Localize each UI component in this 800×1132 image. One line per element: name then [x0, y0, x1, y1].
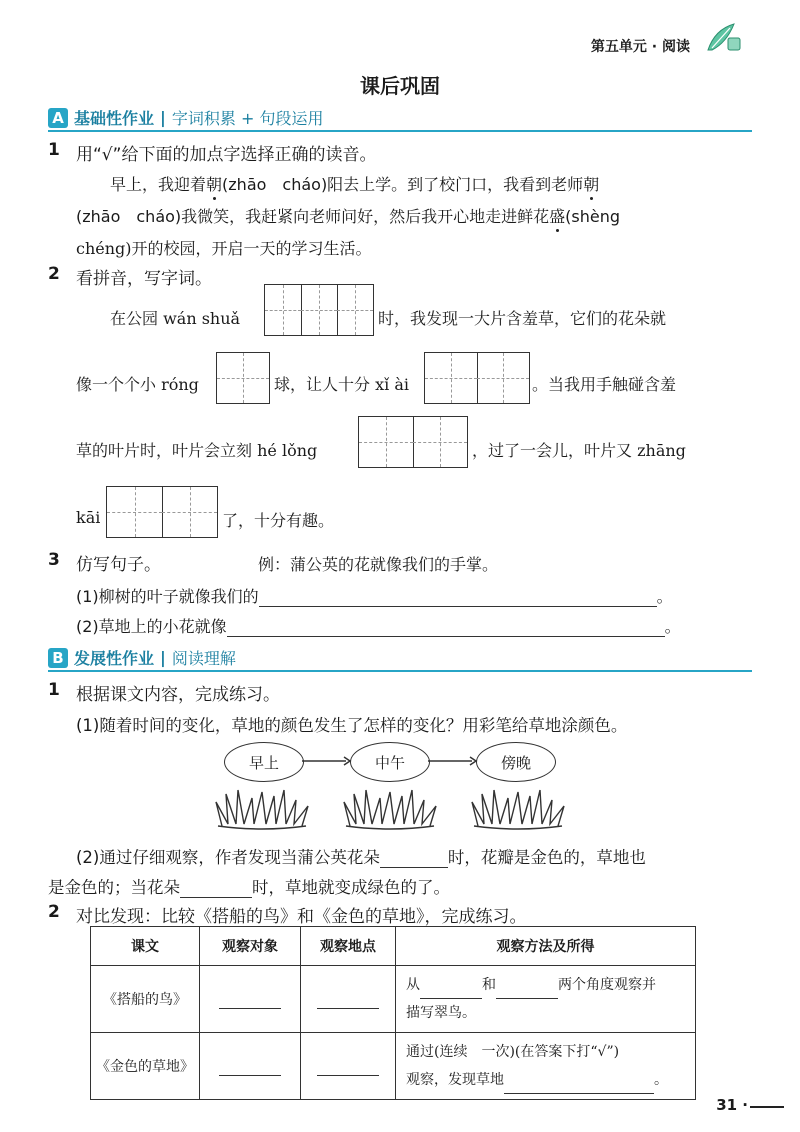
b1-prompt: 根据课文内容，完成练习。: [76, 685, 280, 705]
q1-line-2: [76, 204, 620, 227]
table-header-row: [91, 927, 696, 966]
section-divider: |: [160, 108, 166, 127]
time-oval-morning: 早上: [224, 742, 304, 782]
page-number: 31 ·: [716, 1096, 748, 1114]
section-a-rule: [48, 130, 752, 132]
table-row: [91, 1033, 696, 1100]
section-b-badge: B: [48, 648, 68, 668]
dotted-char: 盛: [549, 207, 566, 226]
q2-text: 球，让人十分 xǐ ài: [274, 375, 409, 394]
q1-number: 1: [48, 140, 60, 160]
cell-text: 通过(连续 一次)(在答案下打“√”): [406, 1044, 620, 1060]
section-b-title: 发展性作业: [74, 649, 155, 668]
time-oval-evening: 傍晚: [476, 742, 556, 782]
b1-text: (2)通过仔细观察，作者发现当蒲公英花朵: [76, 848, 380, 867]
q3-prompt: 仿写句子。: [76, 555, 161, 575]
cell-text: 描写翠鸟。: [406, 1005, 476, 1021]
q1-text: (shèng: [565, 207, 621, 226]
b1-text: 是金色的；当花朵: [48, 878, 180, 897]
grass-icon[interactable]: [212, 786, 312, 830]
q1-text: 早上，我迎着: [110, 175, 207, 194]
col-header: 观察地点: [301, 927, 396, 966]
q2-text: 草的叶片时，叶片会立刻 hé lǒng: [76, 441, 318, 460]
writing-grid-2[interactable]: [106, 486, 218, 538]
q2-number: 2: [48, 264, 60, 284]
cell-text: 和: [482, 977, 496, 993]
answer-cell[interactable]: [200, 966, 301, 1033]
answer-blank[interactable]: [504, 1075, 654, 1094]
b1-part1: (1)随着时间的变化，草地的颜色发生了怎样的变化？用彩笔给草地涂颜色。: [76, 716, 628, 735]
section-a-header: [48, 106, 323, 129]
q2-text: ，过了一会儿，叶片又 zhāng: [472, 441, 686, 460]
q2-text: 像一个个小 róng: [76, 375, 199, 394]
section-b-rule: [48, 670, 752, 672]
answer-blank[interactable]: [219, 990, 281, 1009]
answer-cell[interactable]: [200, 1033, 301, 1100]
page-number-rule: [750, 1106, 784, 1108]
feather-book-icon: [704, 20, 742, 54]
writing-grid-1[interactable]: [216, 352, 270, 404]
section-divider: |: [160, 648, 166, 667]
period: 。: [656, 587, 673, 606]
time-oval-noon: 中午: [350, 742, 430, 782]
section-a-subtitle: 字词积累 + 句段运用: [171, 109, 324, 128]
period: 。: [664, 617, 681, 636]
q2-prompt: 看拼音，写字词。: [76, 269, 212, 289]
method-cell: [396, 966, 696, 1033]
col-header: 课文: [91, 927, 200, 966]
text-title: 《金色的草地》: [91, 1033, 200, 1100]
q3-text: (2)草地上的小花就像: [76, 617, 227, 636]
dotted-char: 朝: [206, 175, 223, 194]
q3-example: 例：蒲公英的花就像我们的手掌。: [258, 555, 499, 574]
b1-number: 1: [48, 680, 60, 700]
answer-blank[interactable]: [496, 980, 558, 999]
b1-text: 时，草地就变成绿色的了。: [252, 878, 450, 897]
q3-number: 3: [48, 550, 60, 570]
text-title: 《搭船的鸟》: [91, 966, 200, 1033]
q1-text: (zhāo cháo)我微笑，我赶紧向老师问好，然后我开心地走进鲜花: [76, 207, 550, 226]
writing-grid-2[interactable]: [358, 416, 468, 468]
table-row: [91, 966, 696, 1033]
q2-text: 在公园 wán shuǎ: [110, 309, 241, 328]
q2-text: 了，十分有趣。: [222, 511, 335, 530]
arrow-icon: [300, 754, 352, 768]
answer-blank[interactable]: [180, 879, 252, 898]
b1-part2: [76, 844, 646, 868]
b2-prompt: 对比发现：比较《搭船的鸟》和《金色的草地》，完成练习。: [76, 907, 527, 927]
q1-text: (zhāo cháo)阳去上学。到了校门口，我看到老师: [222, 175, 584, 194]
answer-cell[interactable]: [301, 1033, 396, 1100]
cell-text: 。: [654, 1072, 668, 1088]
q1-prompt: 用“√”给下面的加点字选择正确的读音。: [76, 145, 377, 165]
q3-sentence-2: [76, 614, 681, 637]
answer-blank[interactable]: [317, 1057, 379, 1076]
cell-text: 两个角度观察并: [558, 977, 656, 993]
q2-text: kāi: [76, 508, 101, 527]
dotted-char: 朝: [583, 175, 600, 194]
cell-text: 从: [406, 977, 420, 993]
section-b-subtitle: 阅读理解: [171, 649, 236, 668]
answer-cell[interactable]: [301, 966, 396, 1033]
answer-blank[interactable]: [420, 980, 482, 999]
q2-text: 时，我发现一大片含羞草，它们的花朵就: [378, 309, 667, 328]
q3-sentence-1: [76, 584, 673, 607]
q2-text: 。当我用手触碰含羞: [532, 375, 677, 394]
answer-blank[interactable]: [317, 990, 379, 1009]
page-title: 课后巩固: [360, 74, 440, 98]
answer-blank[interactable]: [259, 588, 657, 607]
b2-number: 2: [48, 902, 60, 922]
arrow-icon: [426, 754, 478, 768]
b1-text: 时，花瓣是金色的，草地也: [447, 848, 646, 867]
grass-icon[interactable]: [468, 786, 568, 830]
answer-blank[interactable]: [380, 849, 448, 868]
b1-part2-cont: [48, 874, 450, 898]
col-header: 观察对象: [200, 927, 301, 966]
q1-line-1: [110, 172, 599, 195]
cell-text: 观察，发现草地: [406, 1072, 504, 1088]
grass-icon[interactable]: [340, 786, 440, 830]
section-a-title: 基础性作业: [74, 109, 155, 128]
q3-text: (1)柳树的叶子就像我们的: [76, 587, 259, 606]
method-cell: [396, 1033, 696, 1100]
comparison-table: [90, 926, 696, 1100]
section-a-badge: A: [48, 108, 68, 128]
unit-label: 第五单元 · 阅读: [590, 39, 690, 55]
col-header: 观察方法及所得: [396, 927, 696, 966]
writing-grid-2[interactable]: [424, 352, 530, 404]
section-b-header: [48, 646, 236, 669]
answer-blank[interactable]: [219, 1057, 281, 1076]
answer-blank[interactable]: [227, 618, 665, 637]
writing-grid-3[interactable]: [264, 284, 374, 336]
q1-line-3: chéng)开的校园，开启一天的学习生活。: [76, 239, 372, 258]
